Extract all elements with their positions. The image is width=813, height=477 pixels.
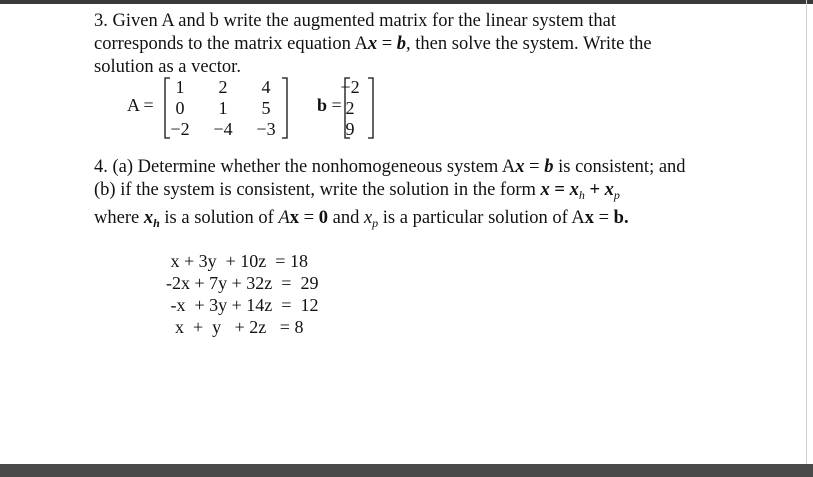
text: is a particular solution of A (378, 208, 585, 228)
text: + (584, 180, 605, 200)
problem-4-line-1 (94, 156, 686, 179)
text: (b) if the system is consistent, write the solution in the form (94, 180, 541, 200)
equation-4: x + y + 2z = 8 (166, 317, 304, 337)
matrix-a-cell: 0 (175, 98, 185, 118)
matrix-a-cell: 2 (218, 77, 228, 97)
text: corresponds to the matrix equation A (94, 34, 368, 54)
vector-b-right-bracket (367, 77, 375, 139)
problem-3-line-2 (94, 33, 794, 56)
vector-x: x (289, 208, 300, 228)
text: is a solution of (159, 208, 279, 228)
matrix-a: A (278, 208, 290, 228)
text: , then solve the system. Write the (406, 34, 652, 54)
text: = (299, 208, 319, 228)
vector-x-h: x (143, 208, 154, 228)
problem-3-line-3: solution as a vector. (94, 57, 241, 77)
equation-system (166, 250, 318, 338)
right-page-edge (806, 0, 807, 464)
matrix-a-cell: 1 (175, 77, 185, 97)
vector-x: x (515, 157, 525, 177)
vector-x-p: x (363, 208, 373, 228)
equation-1: x + 3y + 10z = 18 (166, 251, 308, 271)
text: = (593, 208, 614, 228)
zero-vector: 0 (318, 208, 328, 228)
bottom-border (0, 464, 813, 477)
equation-2: -2x + 7y + 32z = 29 (166, 273, 319, 293)
matrix-a-cell: −4 (213, 119, 233, 139)
subscript-p: p (613, 188, 620, 202)
equation-3: -x + 3y + 14z = 12 (166, 295, 319, 315)
problem-3-line-1: 3. Given A and b write the augmented matrix for the linear system that (94, 11, 616, 31)
text: is consistent; and (553, 157, 686, 177)
vector-x-h: x (569, 180, 579, 200)
vector-b-cell: 2 (345, 98, 355, 118)
matrix-a-cell: −3 (256, 119, 276, 139)
vector-b-letter: b (317, 95, 328, 115)
vector-x: x (367, 34, 378, 54)
matrix-a-cell: 4 (261, 77, 271, 97)
problem-3 (94, 10, 794, 79)
text: = (377, 34, 397, 54)
problem-4-line-2 (94, 179, 686, 207)
matrix-a-right-bracket (281, 77, 289, 139)
problem-4-line-3 (94, 207, 686, 235)
vector-b-cell: 9 (345, 119, 355, 139)
top-border (0, 0, 813, 4)
vector-x-p: x (604, 180, 614, 200)
matrix-block (127, 77, 427, 139)
matrix-a-cell: 1 (218, 98, 228, 118)
subscript-h: h (578, 188, 585, 202)
equals-sign: = (327, 95, 342, 115)
vector-b: b (544, 157, 554, 177)
matrix-a-label: A = (127, 95, 154, 115)
subscript-p: p (372, 216, 379, 230)
vector-b-cell: −2 (340, 77, 360, 97)
matrix-a-cell: 5 (261, 98, 271, 118)
vector-b: b (396, 34, 407, 54)
problem-4 (94, 156, 686, 235)
vector-x: x (540, 180, 550, 200)
subscript-h: h (153, 216, 160, 230)
matrix-a-cell: −2 (170, 119, 190, 139)
vector-x: x (584, 208, 594, 228)
text: where (94, 208, 144, 228)
text: 4. (a) Determine whether the nonhomogeneous system A (94, 157, 516, 177)
text: and (327, 208, 364, 228)
text: = (549, 180, 570, 200)
vector-b: b. (613, 208, 629, 228)
text: = (524, 157, 545, 177)
